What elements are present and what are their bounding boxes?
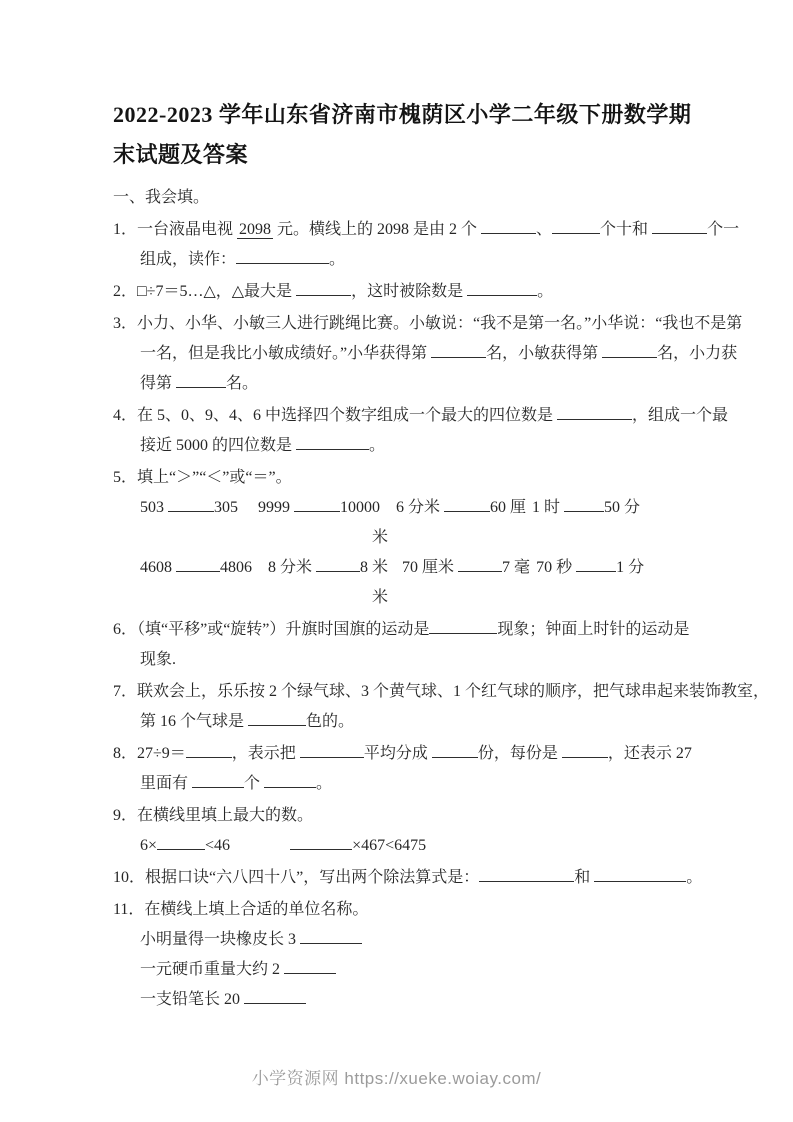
answer-blank — [576, 556, 616, 572]
text-segment: ，组成一个最 — [632, 407, 729, 424]
text-segment: 11．在横线上填上合适的单位名称。 — [113, 901, 369, 918]
text-segment: 米 — [372, 529, 389, 546]
answer-blank — [479, 866, 574, 882]
question-line — [113, 339, 738, 369]
text-segment: 3．小力、小华、小敏三人进行跳绳比赛。小敏说：“我不是第一名。”小华说：“我也不是第 — [113, 315, 743, 332]
text-segment: 米 — [372, 589, 389, 606]
text-segment: 现象；钟面上时针的运动是 — [497, 621, 690, 638]
answer-blank — [467, 280, 537, 296]
answer-blank — [236, 248, 329, 264]
text-segment: 。 — [537, 283, 554, 300]
question-line — [113, 401, 729, 431]
page-title-line2: 末试题及答案 — [113, 142, 249, 167]
answer-blank — [594, 866, 686, 882]
answer-blank — [192, 772, 244, 788]
text-segment: 70 秒 — [536, 559, 577, 576]
question-line — [113, 707, 693, 737]
text-segment: 9．在横线里填上最大的数。 — [113, 807, 314, 824]
answer-blank — [652, 218, 707, 234]
text-segment: 元。横线上的 2098 是由 2 个 — [273, 221, 482, 238]
question-11 — [113, 895, 693, 1015]
answer-blank — [296, 280, 351, 296]
question-line — [113, 431, 693, 461]
question-3 — [113, 309, 743, 399]
spacer — [252, 571, 268, 572]
text-segment: 。 — [316, 775, 333, 792]
question-5 — [113, 463, 693, 613]
text-segment: 8 米 — [360, 559, 389, 576]
question-8 — [113, 739, 693, 799]
answer-blank — [168, 496, 214, 512]
question-line — [113, 583, 693, 613]
text-segment: ×467<6475 — [352, 837, 427, 854]
question-line — [113, 955, 693, 985]
answer-blank — [176, 556, 220, 572]
spacer — [380, 511, 396, 512]
text-segment: 份，每份是 — [477, 745, 562, 762]
answer-blank — [458, 556, 502, 572]
answer-blank — [602, 342, 657, 358]
answer-blank — [552, 218, 600, 234]
question-line — [113, 245, 693, 275]
text-segment: 50 分 — [604, 499, 641, 516]
footer-text: 小学资源网 https://xueke.woiay.com/ — [251, 1069, 542, 1088]
text-segment: 9999 — [258, 499, 294, 516]
question-line — [113, 677, 770, 707]
answer-blank — [296, 434, 369, 450]
question-line — [113, 309, 743, 339]
text-segment: 8 分米 — [268, 559, 317, 576]
answer-blank — [244, 988, 306, 1004]
question-line — [113, 769, 693, 799]
text-segment: 6 分米 — [396, 499, 445, 516]
questions-container — [113, 215, 770, 1015]
text-segment: 名，小力获 — [657, 345, 738, 362]
text-segment: 1 时 — [532, 499, 565, 516]
text-segment: 一元硬币重量大约 2 — [140, 961, 285, 978]
text-segment: 名，小敏获得第 — [486, 345, 603, 362]
question-line — [113, 615, 693, 645]
text-segment: 名。 — [226, 375, 259, 392]
text-segment: ，还表示 27 — [607, 745, 692, 762]
answer-blank — [284, 958, 336, 974]
text-segment: 平均分成 — [363, 745, 432, 762]
question-line — [113, 863, 703, 893]
question-7 — [113, 677, 770, 737]
text-segment: 个 — [244, 775, 265, 792]
question-line — [113, 463, 693, 493]
answer-blank — [300, 928, 362, 944]
answer-blank — [186, 742, 232, 758]
text-segment: 。 — [686, 869, 703, 886]
text-segment: 第 16 个气球是 — [140, 713, 249, 730]
question-line — [113, 985, 693, 1015]
question-line — [113, 801, 693, 831]
answer-blank — [429, 618, 497, 634]
text-segment: 。 — [329, 251, 346, 268]
question-line — [113, 739, 693, 769]
question-line — [113, 925, 693, 955]
spacer — [388, 571, 402, 572]
text-segment: 7．联欢会上，乐乐按 2 个绿气球、3 个黄气球、1 个红气球的顺序，把气球串起来装饰教室， — [113, 683, 770, 700]
text-segment: 8．27÷9＝ — [113, 745, 186, 762]
text-segment: 10000 — [340, 499, 380, 516]
text-segment: 10．根据口诀“六八四十八”，写出两个除法算式是： — [113, 869, 480, 886]
answer-blank — [248, 710, 306, 726]
text-segment: 组成，读作： — [140, 251, 237, 268]
question-line — [113, 523, 693, 553]
text-segment: 、 — [536, 221, 553, 238]
question-line — [113, 895, 693, 925]
answer-blank — [562, 742, 608, 758]
text-segment: 1 分 — [616, 559, 645, 576]
text-segment: 5．填上“＞”“＜”或“＝”。 — [113, 469, 292, 486]
question-6 — [113, 615, 693, 675]
text-segment: ，这时被除数是 — [351, 283, 468, 300]
text-segment: 6．（填“平移”或“旋转”）升旗时国旗的运动是 — [113, 621, 430, 638]
text-segment: 小明量得一块橡皮长 3 — [140, 931, 301, 948]
text-segment: 4．在 5、0、9、4、6 中选择四个数字组成一个最大的四位数是 — [113, 407, 558, 424]
answer-blank — [294, 496, 340, 512]
spacer — [230, 849, 290, 850]
question-line — [113, 277, 693, 307]
spacer — [238, 511, 258, 512]
question-line — [113, 831, 693, 861]
question-4 — [113, 401, 729, 461]
question-1 — [113, 215, 740, 275]
text-segment: 4806 — [220, 559, 252, 576]
underlined-value: 2098 — [239, 221, 272, 238]
text-segment: 个十和 — [600, 221, 653, 238]
text-segment: 1．一台液晶电视 — [113, 221, 238, 238]
question-10 — [113, 863, 703, 893]
answer-blank — [290, 834, 352, 850]
text-segment: 6× — [140, 837, 158, 854]
question-line — [113, 553, 693, 583]
text-segment: 色的。 — [306, 713, 355, 730]
answer-blank — [176, 372, 226, 388]
text-segment: 7 毫 — [502, 559, 531, 576]
text-segment: <46 — [205, 837, 231, 854]
question-2 — [113, 277, 693, 307]
text-segment: 和 — [574, 869, 595, 886]
footer-watermark — [0, 1064, 793, 1089]
page-title — [113, 95, 693, 175]
answer-blank — [316, 556, 360, 572]
question-line — [113, 645, 693, 675]
section-heading: 一、我会填。 — [113, 189, 210, 206]
text-segment: 一支铅笔长 20 — [140, 991, 245, 1008]
text-segment: 4608 — [140, 559, 176, 576]
answer-blank — [300, 742, 364, 758]
question-9 — [113, 801, 693, 861]
text-segment: 接近 5000 的四位数是 — [140, 437, 297, 454]
text-segment: 60 厘 — [490, 499, 527, 516]
answer-blank — [564, 496, 604, 512]
page-title-line1: 2022-2023 学年山东省济南市槐荫区小学二年级下册数学期 — [113, 102, 692, 127]
answer-blank — [557, 404, 632, 420]
text-segment: 现象. — [140, 651, 177, 668]
text-segment: 70 厘米 — [402, 559, 459, 576]
answer-blank — [264, 772, 316, 788]
text-segment: 里面有 — [140, 775, 193, 792]
text-segment: 。 — [369, 437, 386, 454]
answer-blank — [157, 834, 205, 850]
question-line — [113, 369, 693, 399]
answer-blank — [432, 742, 478, 758]
text-segment: 503 — [140, 499, 168, 516]
answer-blank — [444, 496, 490, 512]
answer-blank — [481, 218, 536, 234]
text-segment: 个一 — [707, 221, 740, 238]
text-segment: 2．□÷7＝5…△，△最大是 — [113, 283, 297, 300]
answer-blank — [431, 342, 486, 358]
text-segment: 305 — [214, 499, 238, 516]
text-segment: 一名，但是我比小敏成绩好。”小华获得第 — [140, 345, 432, 362]
text-segment: ，表示把 — [231, 745, 300, 762]
text-segment: 得第 — [140, 375, 177, 392]
question-line — [113, 493, 693, 523]
question-line — [113, 215, 740, 245]
